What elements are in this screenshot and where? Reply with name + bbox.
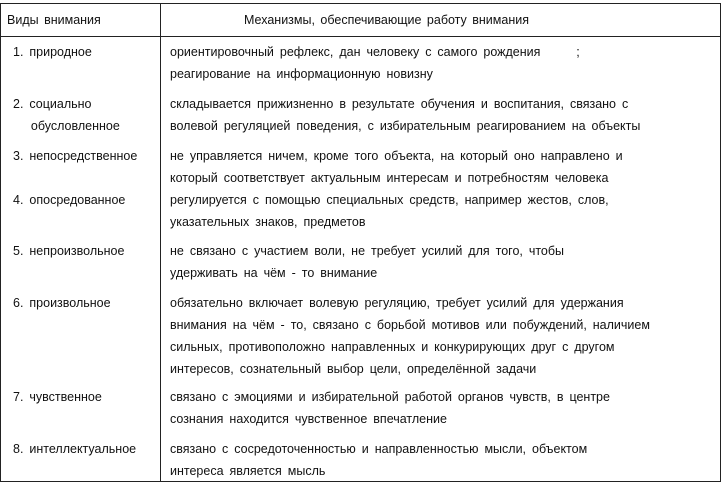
row-2-type-line-1: 2. социально <box>13 97 92 111</box>
row-4-mechanism-line-1: регулируется с помощью специальных средств, например жестов, слов, <box>170 193 609 207</box>
row-3-type: 3. непосредственное <box>13 149 138 163</box>
row-6-type: 6. произвольное <box>13 296 111 310</box>
row-4-mechanism-line-2: указательных знаков, предметов <box>170 215 366 229</box>
row-2-mechanism-line-1: складывается прижизненно в результате обучения и воспитания, связано с <box>170 97 629 111</box>
row-6-mechanism-line-2: внимания на чём - то, связано с борьбой мотивов или побуждений, наличием <box>170 318 650 332</box>
attention-types-table <box>0 3 721 482</box>
header-divider <box>1 36 720 37</box>
row-2-type-line-2: обусловленное <box>13 119 120 133</box>
row-1-mechanism-line-2: реагирование на информационную новизну <box>170 67 433 81</box>
header-attention-types: Виды внимания <box>7 13 101 27</box>
row-7-mechanism-line-1: связано с эмоциями и избирательной работой органов чувств, в центре <box>170 390 610 404</box>
row-8-mechanism-line-2: интереса является мысль <box>170 464 326 478</box>
row-3-mechanism-line-1: не управляется ничем, кроме того объекта, на который оно направлено и <box>170 149 623 163</box>
row-1-type: 1. природное <box>13 45 92 59</box>
row-7-mechanism-line-2: сознания находится чувственное впечатление <box>170 412 447 426</box>
row-6-mechanism-line-4: интересов, сознательный выбор цели, определённой задачи <box>170 362 537 376</box>
row-6-mechanism-line-1: обязательно включает волевую регуляцию, требует усилий для удержания <box>170 296 624 310</box>
row-8-mechanism-line-1: связано с сосредоточенностью и направленностью мысли, объектом <box>170 442 588 456</box>
row-6-mechanism-line-3: сильных, противоположно направленных и конкурирующих друг с другом <box>170 340 615 354</box>
row-8-type: 8. интеллектуальное <box>13 442 137 456</box>
column-divider <box>160 4 161 481</box>
row-4-type: 4. опосредованное <box>13 193 126 207</box>
row-5-mechanism-line-2: удерживать на чём - то внимание <box>170 266 378 280</box>
row-5-mechanism-line-1: не связано с участием воли, не требует усилий для того, чтобы <box>170 244 565 258</box>
row-7-type: 7. чувственное <box>13 390 102 404</box>
header-mechanisms: Механизмы, обеспечивающие работу внимания <box>244 13 529 27</box>
row-2-mechanism-line-2: волевой регуляцией поведения, с избирательным реагированием на объекты <box>170 119 641 133</box>
row-1-mechanism-line-1: ориентировочный рефлекс, дан человеку с самого рождения ; <box>170 45 580 59</box>
row-3-mechanism-line-2: который соответствует актуальным интересам и потребностям человека <box>170 171 609 185</box>
row-5-type: 5. непроизвольное <box>13 244 125 258</box>
